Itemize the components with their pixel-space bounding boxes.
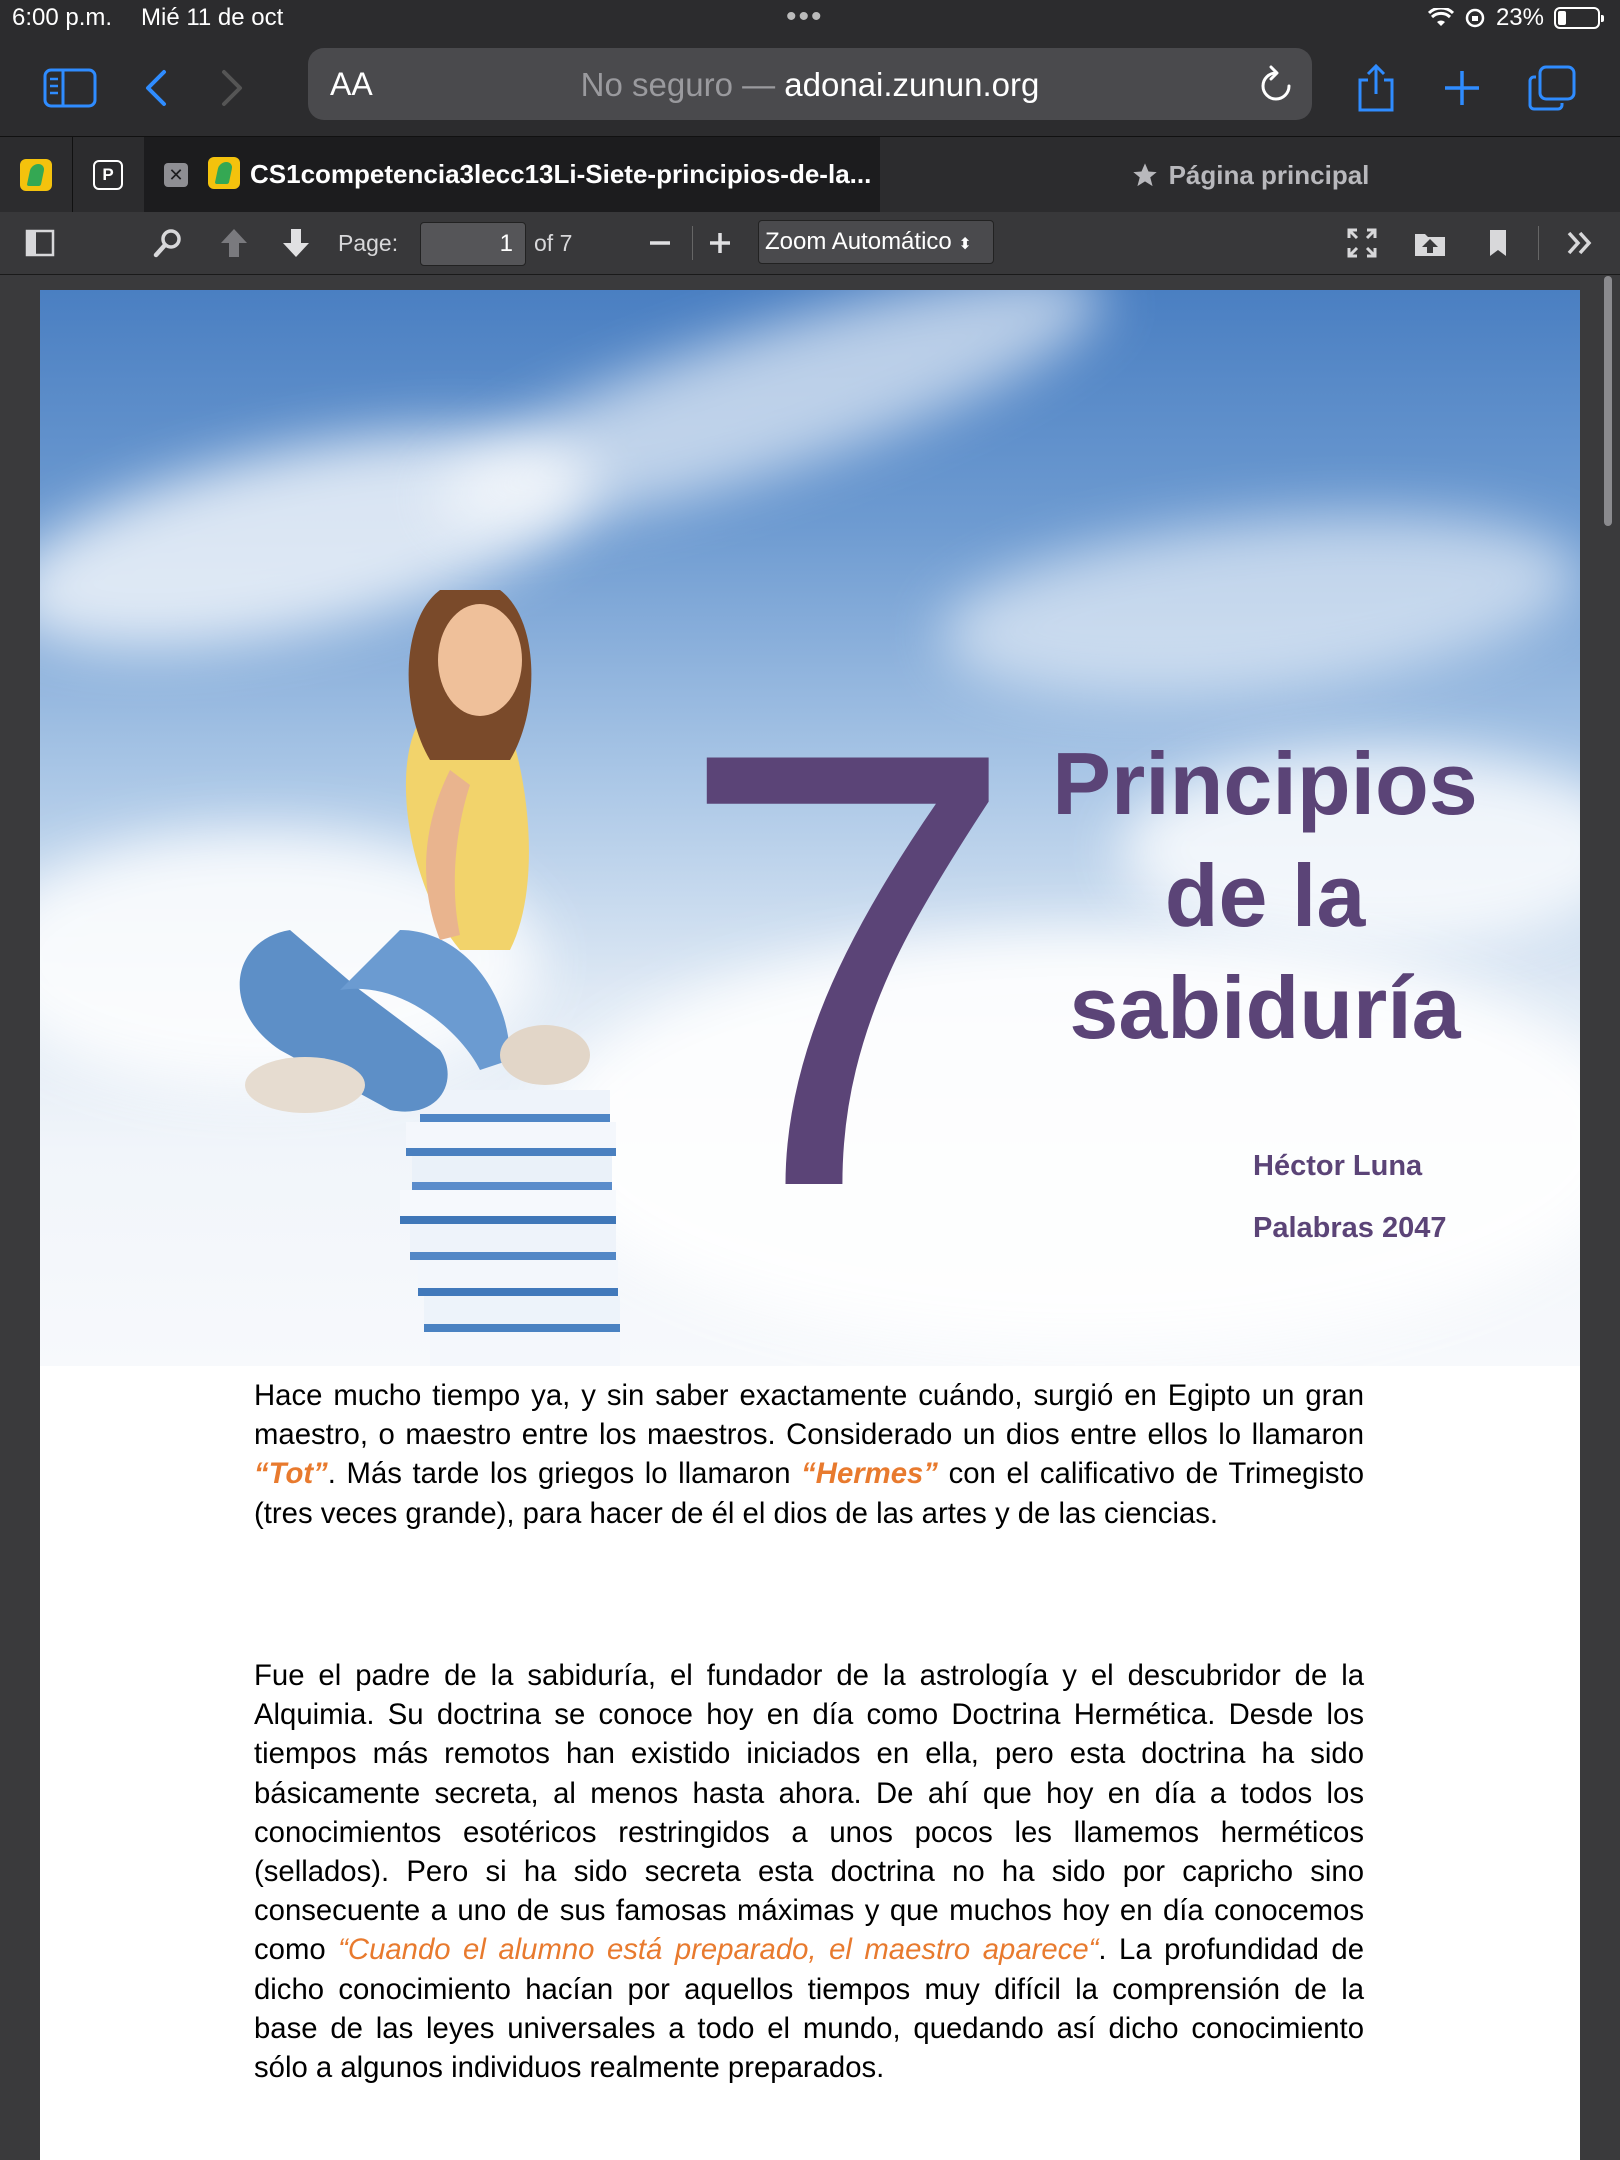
close-tab-icon[interactable]: ✕ [164,163,188,187]
bookmark-button[interactable] [1476,222,1520,264]
page-count: of 7 [534,230,573,256]
star-icon [1131,161,1159,189]
presentation-mode-button[interactable] [1340,222,1384,264]
fullscreen-icon [1347,228,1377,258]
tab-home[interactable] [880,137,1620,213]
next-page-button[interactable] [274,222,318,264]
double-chevron-right-icon [1565,230,1595,256]
sidebar-toggle-button[interactable] [40,58,100,118]
sidebar-icon [25,229,55,257]
zoom-out-button[interactable] [640,222,680,264]
paragraph-text: Fue el padre de la sabiduría, el fundador de la astrología y el descubridor de la Alquimia. Su doctrina se conoce hoy en día como Doctrina Hermética. Desde los tiempos más remotos han existido iniciados en ella, pero esta doctrina ha sido básicamente secreta, al menos hasta ahora. De ahí que hoy en día a todos los conocimientos esotéricos restringidos a unos pocos les llamemos herméticos (sellados). Pero si ha sido secreta esta doctrina no ha sido por capricho sino consecuente a uno de sus famosas máximas y que muchos hoy en día conocemos como [254,1659,1364,1967]
minus-icon [648,231,672,255]
tab-bar [0,136,1620,213]
paragraph-text: con el calificativo de Trimegisto (tres veces grande), para hacer de él el dios de las artes y de las ciencias. [254,1457,1365,1530]
pinned-tab-2[interactable] [72,137,145,213]
status-indicators [1428,4,1600,32]
multitasking-dots[interactable]: ••• [786,0,824,33]
paragraph-1 [254,1376,1364,1533]
tab-home-title: Página principal [1168,159,1370,190]
status-time: 6:00 p.m. [12,4,113,31]
cover-number: 7 [675,624,1020,1316]
text-size-button[interactable]: AA [330,66,373,102]
zoom-select-value: Zoom Automático [765,228,952,255]
orientation-lock-icon [1464,7,1486,29]
share-button[interactable] [1346,58,1406,118]
paragraph-2 [254,1656,1364,2087]
tab-active[interactable] [144,137,880,213]
open-file-button[interactable] [1408,222,1452,264]
tab-title: CS1competencia3lecc13Li-Siete-principios-de-la... [250,159,872,189]
wifi-icon [1428,8,1454,28]
author-name: Héctor Luna [1253,1150,1423,1182]
highlight-hermes: “Hermes” [801,1457,938,1491]
tools-button[interactable] [1558,222,1602,264]
zoom-select[interactable] [758,220,994,264]
open-file-icon [1413,228,1447,258]
divider [1538,226,1539,260]
url-host: adonai.zunun.org [784,66,1040,103]
reload-icon[interactable] [1256,62,1296,106]
scrollbar[interactable] [1604,276,1612,526]
page-label: Page: [338,230,399,256]
browser-toolbar [0,40,1620,136]
pinned-tab-1[interactable] [0,137,73,213]
status-date: Mié 11 de oct [141,4,284,31]
plus-icon [1442,68,1482,108]
cover-image [40,290,1580,1366]
paragraph-text: Hace mucho tiempo ya, y sin saber exactamente cuándo, surgió en Egipto un gran maestro, o maestro entre los maestros. Considerado un dios entre ellos lo llamaron [254,1379,1364,1452]
new-tab-button[interactable] [1432,58,1492,118]
search-icon [153,228,183,258]
toggle-sidebar-button[interactable] [18,222,62,264]
find-button[interactable] [146,222,190,264]
pdf-toolbar [0,212,1620,275]
back-button[interactable] [126,58,186,118]
chevron-updown-icon: ⬍ [958,236,972,253]
arrow-down-icon [281,227,311,259]
cover-title-line: Principios [1052,734,1478,833]
tab-overview-button[interactable] [1522,58,1582,118]
sidebar-icon [43,68,97,108]
pdf-page [40,290,1580,2160]
battery-percent: 23% [1495,4,1544,31]
arrow-up-icon [219,227,249,259]
site-favicon [208,157,240,189]
forward-button[interactable] [202,58,262,118]
girl-on-books-illustration [40,290,760,1366]
plus-icon [708,231,732,255]
book-stack [400,1090,620,1366]
cover-title-line: de la [1164,846,1366,945]
publisher-name: Palabras 2047 [1253,1212,1447,1244]
p-favicon: P [93,160,123,190]
battery-icon [1554,7,1600,29]
share-icon [1355,62,1397,114]
url-security-label: No seguro — [580,66,776,103]
highlight-tot: “Tot” [254,1457,328,1491]
paragraph-text: . La profundidad de dicho conocimiento hacían por aquellos tiempos muy difícil la comprensión de la base de las leyes universales a todo el mundo, quedando así dicho conocimiento sólo a algunos individuos realmente preparados. [254,1933,1364,2085]
tabs-icon [1528,65,1576,111]
cover-title-line: sabiduría [1069,958,1461,1057]
chevron-left-icon [144,68,168,108]
previous-page-button[interactable] [212,222,256,264]
bookmark-icon [1487,228,1509,258]
page-number-input[interactable]: 1 [420,222,526,266]
status-bar [0,0,1620,40]
paragraph-text: . Más tarde los griegos lo llamaron [327,1457,802,1491]
cover-title [1030,728,1500,1064]
zoom-in-button[interactable] [700,222,740,264]
address-bar[interactable] [308,48,1312,120]
url-text[interactable] [308,66,1312,104]
highlight-quote: “Cuando el alumno está preparado, el maestro aparece“ [338,1933,1099,1967]
site-favicon [20,159,52,191]
divider [692,226,693,260]
chevron-right-icon [220,68,244,108]
